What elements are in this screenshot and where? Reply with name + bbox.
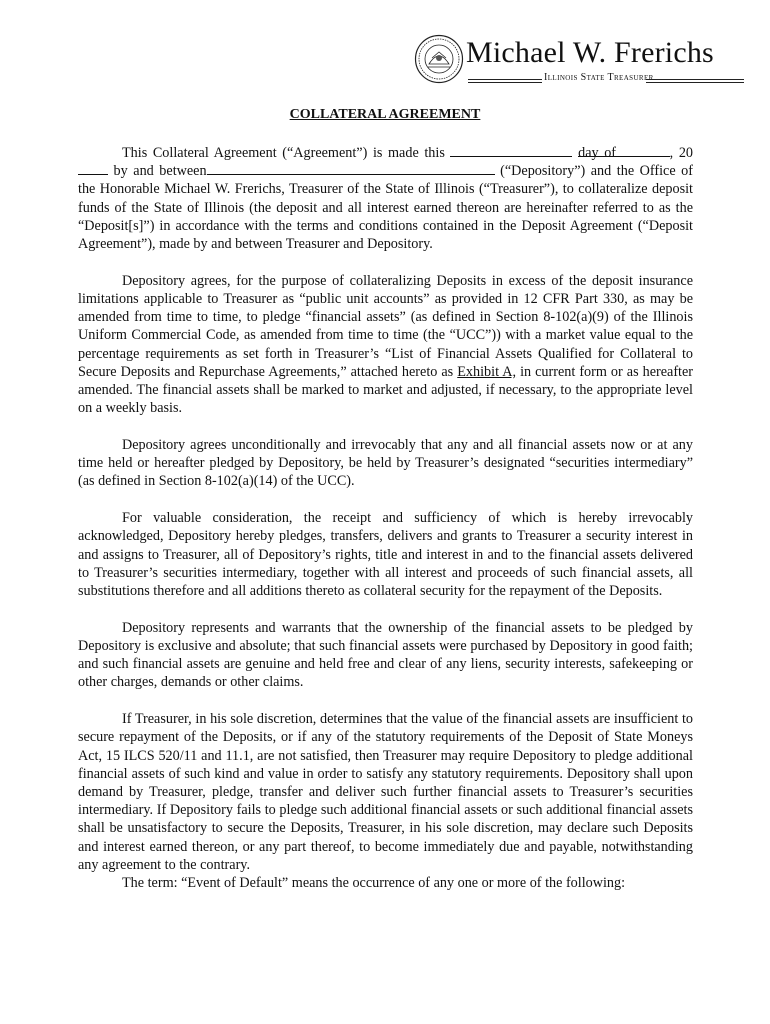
intro-text-a: This Collateral Agreement (“Agreement”) is made this	[122, 145, 445, 161]
rule-line	[646, 79, 744, 80]
month-blank[interactable]	[578, 144, 670, 157]
pledge-text-a: Depository agrees, for the purpose of collateralizing Deposits in excess of the deposit insurance limitations applicable to Treasurer as “public unit accounts” as provided in 12 CFR Part 330, as may be amended from time to time, to pledge “financial assets” (as defined in Section 8-102(a)(9) of the Illinois Uniform Commercial Code, as amended from time to time (the “UCC”)) with a market value equal to the percentage requirements as set forth in Treasurer’s “List of Financial Assets Qualified for Collateral to Secure Deposits and Repurchase Agreements,” attached hereto as	[78, 272, 693, 380]
paragraph-intermediary: Depository agrees unconditionally and irrevocably that any and all financial assets now or at any time held or hereafter pledged by Depository, be held by Treasurer’s designated “securities intermediary” (as defined in Section 8-102(a)(14) of the UCC).	[78, 437, 693, 490]
document-title: COLLATERAL AGREEMENT	[289, 107, 481, 122]
paragraph-insufficiency: If Treasurer, in his sole discretion, determines that the value of the financial assets are insufficient to secure repayment of the Deposits, or if any of the statutory requirements of the Deposit of State Moneys Act, 15 ILCS 520/11 and 11.1, are not satisfied, then Treasurer may require Depository to pledge additional financial assets of such kind and value in order to satisfy any statutory requirements. Depository shall upon demand by Treasurer, pledge, transfer and deliver such further financial assets to Treasurer’s securities intermediary. If Depository fails to pledge such additional financial assets or such additional financial assets shall be unsatisfactory to secure the Deposits, Treasurer, in his sole discretion, may declare such Deposits and interest earned thereon, or any part thereof, to become immediately due and payable, notwithstanding any agreement to the contrary.	[78, 711, 693, 873]
treasurer-subtitle: Illinois State Treasurer	[544, 72, 654, 83]
exhibit-a-link[interactable]: Exhibit A,	[457, 363, 517, 380]
document-body	[78, 144, 693, 892]
paragraph-warranty: Depository represents and warrants that the ownership of the financial assets to be pledged by Depository is exclusive and absolute; that such financial assets were purchased by Depository in good faith; and such financial assets are genuine and held free and clear of any liens, security interests, safekeeping or other charges, demands or other claims.	[78, 619, 693, 691]
rule-line	[468, 79, 542, 80]
intro-text-e: (“Depository”) and the Office of the Honorable Michael W. Frerichs, Treasurer of the State of Illinois (“Treasurer”), to collateralize deposit funds of the State of Illinois (the deposit and all interest earned thereon are hereinafter referred to as the “Deposit[s]”) in accordance with the terms and conditions contained in the Deposit Agreement (“Deposit Agreement”), made by and between Treasurer and Depository.	[78, 163, 693, 253]
depository-blank[interactable]	[207, 162, 495, 175]
letterhead	[414, 34, 746, 94]
paragraph-intro	[78, 144, 693, 253]
paragraph-event-of-default: The term: “Event of Default” means the occurrence of any one or more of the following:	[122, 875, 626, 892]
paragraph-consideration: For valuable consideration, the receipt and sufficiency of which is hereby irrevocably acknowledged, Depository hereby pledges, transfers, delivers and grants to Treasurer a security interest in and assigns to Treasurer, all of Depository’s rights, title and interest in and to the financial assets delivered to Treasurer’s securities intermediary, together with all interest and proceeds of such financial assets, all substitutions therefore and all additions thereto as collateral security for the repayment of the Deposits.	[78, 510, 693, 600]
treasurer-name: Michael W. Frerichs	[466, 36, 714, 69]
day-blank[interactable]	[450, 144, 572, 157]
intro-text-c: , 20	[669, 145, 694, 161]
paragraph-pledge	[78, 272, 693, 418]
rule-line	[646, 82, 744, 83]
intro-text-b: day of	[578, 145, 617, 161]
year-blank[interactable]	[78, 162, 108, 175]
state-seal-icon	[414, 34, 464, 84]
rule-line	[468, 82, 542, 83]
pledge-text-b: in current form or as hereafter amended. The financial assets shall be marked to market and adjusted, if necessary, to the appropriate level on a weekly basis.	[78, 363, 694, 417]
intro-text-d: by and between	[113, 163, 207, 180]
